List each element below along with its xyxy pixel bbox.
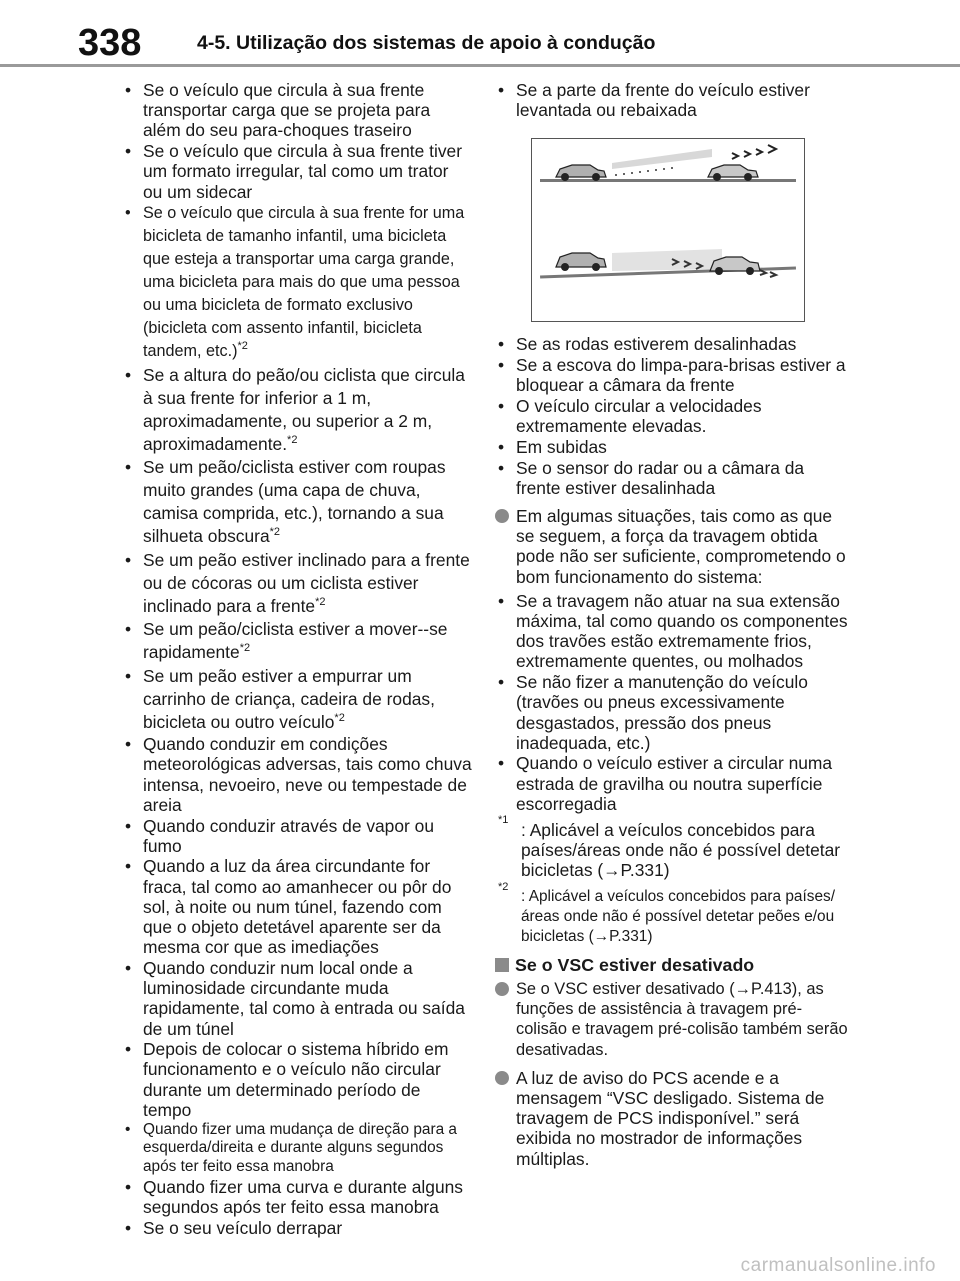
footnote-ref: *2 <box>334 711 345 724</box>
list-item: • O veículo circular a velocidades extremamente elevadas. <box>495 396 850 436</box>
list-item: • Se um peão estiver inclinado para a frente ou de cócoras ou um ciclista estiver inclinado para a frente$^{*2}$ <box>122 549 472 618</box>
circle-bullet-icon <box>495 509 509 523</box>
list-item: • Em subidas <box>495 437 850 457</box>
footnote-ref: *2 <box>239 642 251 655</box>
car-icon <box>556 165 606 181</box>
footnote-2: *2 : Aplicável a veículos concebidos para países/áreas onde não é possível detetar peões e/ou bicicletas (→P.331) <box>498 880 835 945</box>
right-bullet-list-after-figure <box>495 334 850 498</box>
list-item: • Se não fizer a manutenção do veículo (travões ou pneus excessivamente desgastados, pressão dos pneus inadequada, etc.) <box>495 672 850 753</box>
left-bullet-list <box>122 80 472 1238</box>
list-item: • Se um peão/ciclista estiver com roupas muito grandes (uma capa de chuva, camisa comprida, etc.), tornando a sua silhueta obscura$^{*2}$ <box>122 456 472 548</box>
detection-beam-top <box>612 149 712 169</box>
list-item: • Se o sensor do radar ou a câmara da frente estiver desalinhada <box>495 458 850 498</box>
car-detection-diagram <box>532 139 804 321</box>
vsc-off-heading: Se o VSC estiver desativado <box>495 955 850 975</box>
list-item: • Se o seu veículo derrapar <box>122 1218 472 1238</box>
list-item: • Se o veículo que circula à sua frente transportar carga que se projeta para além do seu para-choques traseiro <box>122 80 472 141</box>
left-column <box>122 80 472 1238</box>
paragraph-braking-force: Em algumas situações, tais como as que se seguem, a força da travagem obtida pode não ser suficiente, comprometendo o bom funcionamento do sistema: <box>495 506 850 587</box>
footnote-1: *1 : Aplicável a veículos concebidos para países/áreas onde não é possível detetar bicicletas (→P.331) <box>498 814 841 881</box>
wave-marks-top <box>732 145 776 159</box>
circle-bullet-icon <box>495 982 509 996</box>
page-number: 338 <box>78 22 142 64</box>
list-item: • Se o veículo que circula à sua frente for uma bicicleta de tamanho infantil, uma bicicleta que esteja a transportar uma carga grande, uma bicicleta para mais do que uma pessoa ou uma bicicleta de formato exclusivo (bicicleta com assento infantil, bicicleta tandem, etc.)$^{*2}$ <box>122 202 472 363</box>
detection-beam-bottom <box>612 249 722 271</box>
list-item: • Quando conduzir em condições meteorológicas adversas, tais como chuva intensa, nevoeiro, neve ou tempestade de areia <box>122 734 472 815</box>
footnote-ref: *2 <box>287 433 298 446</box>
footnote-ref: *2 <box>315 595 326 608</box>
radar-dots-top <box>615 167 673 176</box>
list-item: • Se a altura do peão/ou ciclista que circula à sua frente for inferior a 1 m, aproximadamente, ou superior a 2 m, aproximadamente.$^{*2}$ <box>122 364 472 456</box>
braking-bullet-list <box>495 591 850 814</box>
watermark: carmanualsonline.info <box>740 1255 936 1276</box>
list-item: • Se um peão estiver a empurrar um carrinho de criança, cadeira de rodas, bicicleta ou outro veículo$^{*2}$ <box>122 665 472 734</box>
car-icon <box>556 253 606 271</box>
list-item: • Quando conduzir num local onde a luminosidade circundante muda rapidamente, tal como à entrada ou saída de um túnel <box>122 958 472 1039</box>
list-item: • Se as rodas estiverem desalinhadas <box>495 334 850 354</box>
header-rule <box>0 64 960 67</box>
road-line-top <box>540 179 796 182</box>
paragraph-pcs-warning: A luz de aviso do PCS acende e a mensagem “VSC desligado. Sistema de travagem de PCS indisponível.” será exibida no mostrador de informações múltiplas. <box>495 1068 850 1169</box>
vehicle-illustration <box>531 138 805 322</box>
car-icon <box>710 257 760 275</box>
list-item: • Depois de colocar o sistema híbrido em funcionamento e o veículo não circular durante um determinado período de tempo <box>122 1039 472 1120</box>
list-item: • Se a escova do limpa-para-brisas estiver a bloquear a câmara da frente <box>495 355 850 395</box>
footnote-ref: *2 <box>237 340 248 353</box>
page-header <box>0 0 960 66</box>
right-bullet-list-top <box>495 80 850 120</box>
list-item: • Se a parte da frente do veículo estiver levantada ou rebaixada <box>495 80 850 120</box>
car-icon <box>708 165 758 181</box>
list-item: • Se um peão/ciclista estiver a mover--se rapidamente$^{*2}$ <box>122 618 472 664</box>
square-bullet-icon <box>495 958 509 972</box>
list-item: • Quando fizer uma curva e durante alguns segundos após ter feito essa manobra <box>122 1177 472 1217</box>
circle-bullet-icon <box>495 1071 509 1085</box>
section-title: 4-5. Utilização dos sistemas de apoio à condução <box>197 32 656 54</box>
footnote-ref: *2 <box>269 526 281 539</box>
list-item: • Se o veículo que circula à sua frente tiver um formato irregular, tal como um trator ou um sidecar <box>122 141 472 202</box>
paragraph-vsc-disabled: Se o VSC estiver desativado (→P.413), as funções de assistência à travagem pré-colisão e travagem pré-colisão também serão desativadas. <box>495 979 850 1060</box>
list-item: • Quando fizer uma mudança de direção para a esquerda/direita e durante alguns segundos após ter feito essa manobra <box>122 1121 472 1177</box>
list-item: • Quando a luz da área circundante for fraca, tal como ao amanhecer ou pôr do sol, à noite ou num túnel, fazendo com que o objeto detetável aparente ser da mesma cor que as imediações <box>122 856 472 957</box>
list-item: • Quando conduzir através de vapor ou fumo <box>122 816 472 856</box>
right-column <box>495 80 850 1173</box>
list-item: • Quando o veículo estiver a circular numa estrada de gravilha ou noutra superfície escorregadia <box>495 753 850 814</box>
list-item: • Se a travagem não atuar na sua extensão máxima, tal como quando os componentes dos travões estão extremamente frios, extremamente quentes, ou molhados <box>495 591 850 672</box>
